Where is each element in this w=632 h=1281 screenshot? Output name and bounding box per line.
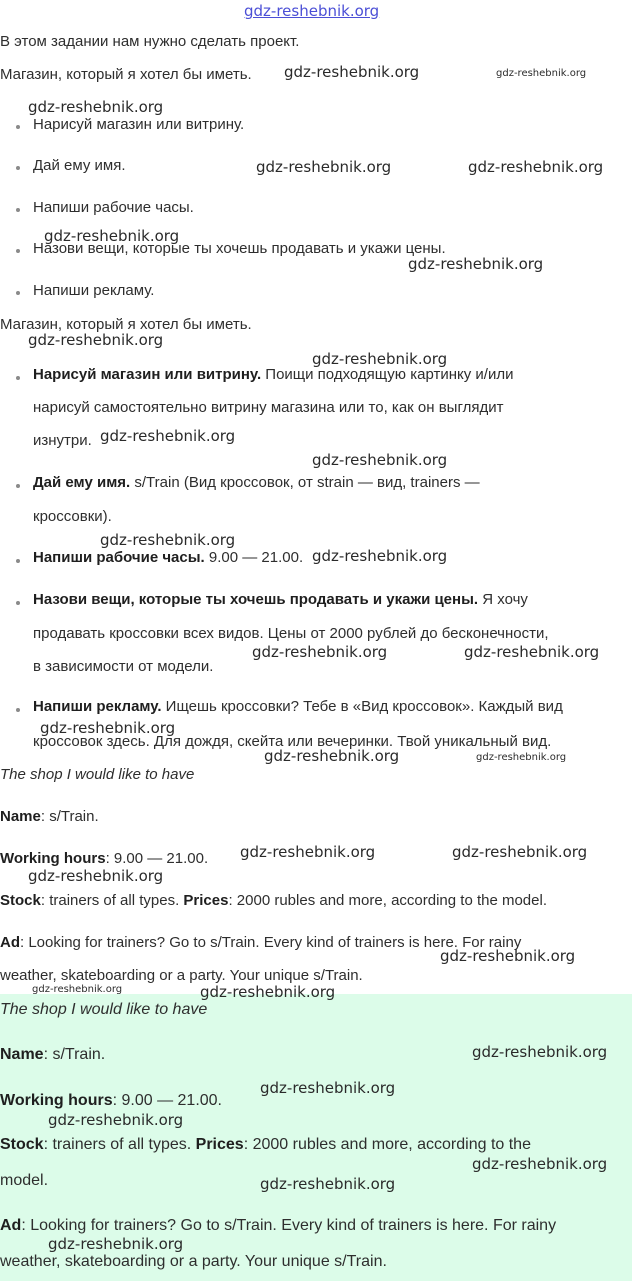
bullet-icon xyxy=(16,249,20,253)
watermark-text: gdz-reshebnik.org xyxy=(468,158,604,176)
watermark-text: gdz-reshebnik.org xyxy=(200,983,336,1001)
answer-3 xyxy=(33,549,303,566)
watermark-text: gdz-reshebnik.org xyxy=(464,643,600,661)
watermark-text: gdz-reshebnik.org xyxy=(408,255,544,273)
english-name: Name: s/Train. xyxy=(0,808,99,825)
answer-1-bold: Нарисуй магазин или витрину. xyxy=(33,366,262,383)
answer-5 xyxy=(33,698,563,715)
watermark-text: gdz-reshebnik.org xyxy=(48,1235,184,1253)
box-ad-line-2: weather, skateboarding or a party. Your unique s/Train. xyxy=(0,1253,387,1270)
box-name: Name: s/Train. xyxy=(0,1046,106,1063)
answer-2 xyxy=(33,474,480,491)
answer-1-text: Поищи подходящую картинку и/или xyxy=(261,366,514,383)
english-ad: Ad: Looking for trainers? Go to s/Train. Every kind of trainers is here. For rainy xyxy=(0,934,522,951)
list-item: Назови вещи, которые ты хочешь продавать и укажи цены. xyxy=(33,240,446,257)
watermark-text: gdz-reshebnik.org xyxy=(100,531,236,549)
intro-line-1: В этом задании нам нужно сделать проект. xyxy=(0,33,300,50)
box-title: The shop I would like to have xyxy=(0,1001,208,1018)
answer-3-bold: Напиши рабочие часы. xyxy=(33,549,205,566)
watermark-text: gdz-reshebnik.org xyxy=(28,867,164,885)
watermark-text: gdz-reshebnik.org xyxy=(312,547,448,565)
bullet-icon xyxy=(16,708,20,712)
answer-4-line-2: продавать кроссовки всех видов. Цены от 2000 рублей до бесконечности, xyxy=(33,625,549,642)
answer-4-bold: Назови вещи, которые ты хочешь продавать и укажи цены. xyxy=(33,591,479,608)
list-item: Нарисуй магазин или витрину. xyxy=(33,116,245,133)
answer-2-bold: Дай ему имя. xyxy=(33,474,131,491)
watermark-text: gdz-reshebnik.org xyxy=(100,427,236,445)
intro-line-2: Магазин, который я хотел бы иметь. xyxy=(0,66,252,83)
watermark-text: gdz-reshebnik.org xyxy=(472,1155,608,1173)
watermark-text: gdz-reshebnik.org xyxy=(264,747,400,765)
watermark-text: gdz-reshebnik.org xyxy=(472,1043,608,1061)
answer-5-text: Ищешь кроссовки? Тебе в «Вид кроссовок». Каждый вид xyxy=(161,698,563,715)
watermark-text: gdz-reshebnik.org xyxy=(284,63,420,81)
bullet-icon xyxy=(16,166,20,170)
watermark-text: gdz-reshebnik.org xyxy=(256,158,392,176)
watermark-text: gdz-reshebnik.org xyxy=(28,98,164,116)
watermark-text: gdz-reshebnik.org xyxy=(476,752,567,763)
answer-4 xyxy=(33,591,528,608)
answer-3-text: 9.00 — 21.00. xyxy=(204,549,304,566)
box-ad: Ad: Looking for trainers? Go to s/Train. Every kind of trainers is here. For rainy xyxy=(0,1217,557,1234)
watermark-text: gdz-reshebnik.org xyxy=(48,1111,184,1129)
watermark-text: gdz-reshebnik.org xyxy=(260,1079,396,1097)
watermark-link[interactable]: gdz-reshebnik.org xyxy=(244,2,380,20)
english-title: The shop I would like to have xyxy=(0,766,195,783)
list-item: Напиши рабочие часы. xyxy=(33,199,194,216)
bullet-icon xyxy=(16,125,20,129)
answer-2-text: s/Train (Вид кроссовок, от strain — вид, trainers — xyxy=(130,474,480,491)
box-stock: Stock: trainers of all types. Prices: 2000 rubles and more, according to the xyxy=(0,1136,531,1153)
watermark-text: gdz-reshebnik.org xyxy=(44,227,180,245)
english-ad-line-2: weather, skateboarding or a party. Your unique s/Train. xyxy=(0,967,363,984)
watermark-text: gdz-reshebnik.org xyxy=(252,643,388,661)
bullet-icon xyxy=(16,376,20,380)
answer-heading: Магазин, который я хотел бы иметь. xyxy=(0,316,252,333)
answer-5-line-2: кроссовок здесь. Для дождя, скейта или вечеринки. Твой уникальный вид. xyxy=(33,733,552,750)
watermark-text: gdz-reshebnik.org xyxy=(28,331,164,349)
answer-1-line-3: изнутри. xyxy=(33,432,92,449)
bullet-icon xyxy=(16,601,20,605)
watermark-text: gdz-reshebnik.org xyxy=(260,1175,396,1193)
bullet-icon xyxy=(16,208,20,212)
list-item: Дай ему имя. xyxy=(33,157,126,174)
answer-4-line-3: в зависимости от модели. xyxy=(33,658,214,675)
box-hours: Working hours: 9.00 — 21.00. xyxy=(0,1092,222,1109)
watermark-text: gdz-reshebnik.org xyxy=(312,350,448,368)
box-stock-line-2: model. xyxy=(0,1172,49,1189)
answer-1 xyxy=(33,366,513,383)
watermark-text: gdz-reshebnik.org xyxy=(440,947,576,965)
answer-4-text: Я хочу xyxy=(478,591,528,608)
watermark-text: gdz-reshebnik.org xyxy=(452,843,588,861)
english-stock: Stock: trainers of all types. Prices: 2000 rubles and more, according to the model. xyxy=(0,892,547,909)
watermark-text: gdz-reshebnik.org xyxy=(40,719,176,737)
watermark-text: gdz-reshebnik.org xyxy=(312,451,448,469)
answer-5-bold: Напиши рекламу. xyxy=(33,698,162,715)
watermark-text: gdz-reshebnik.org xyxy=(32,984,123,995)
watermark-text: gdz-reshebnik.org xyxy=(496,68,587,79)
bullet-icon xyxy=(16,484,20,488)
answer-2-line-2: кроссовки). xyxy=(33,508,112,525)
bullet-icon xyxy=(16,559,20,563)
english-hours: Working hours: 9.00 — 21.00. xyxy=(0,850,209,867)
answer-1-line-2: нарисуй самостоятельно витрину магазина или то, как он выглядит xyxy=(33,399,504,416)
watermark-text: gdz-reshebnik.org xyxy=(240,843,376,861)
list-item: Напиши рекламу. xyxy=(33,282,155,299)
bullet-icon xyxy=(16,291,20,295)
